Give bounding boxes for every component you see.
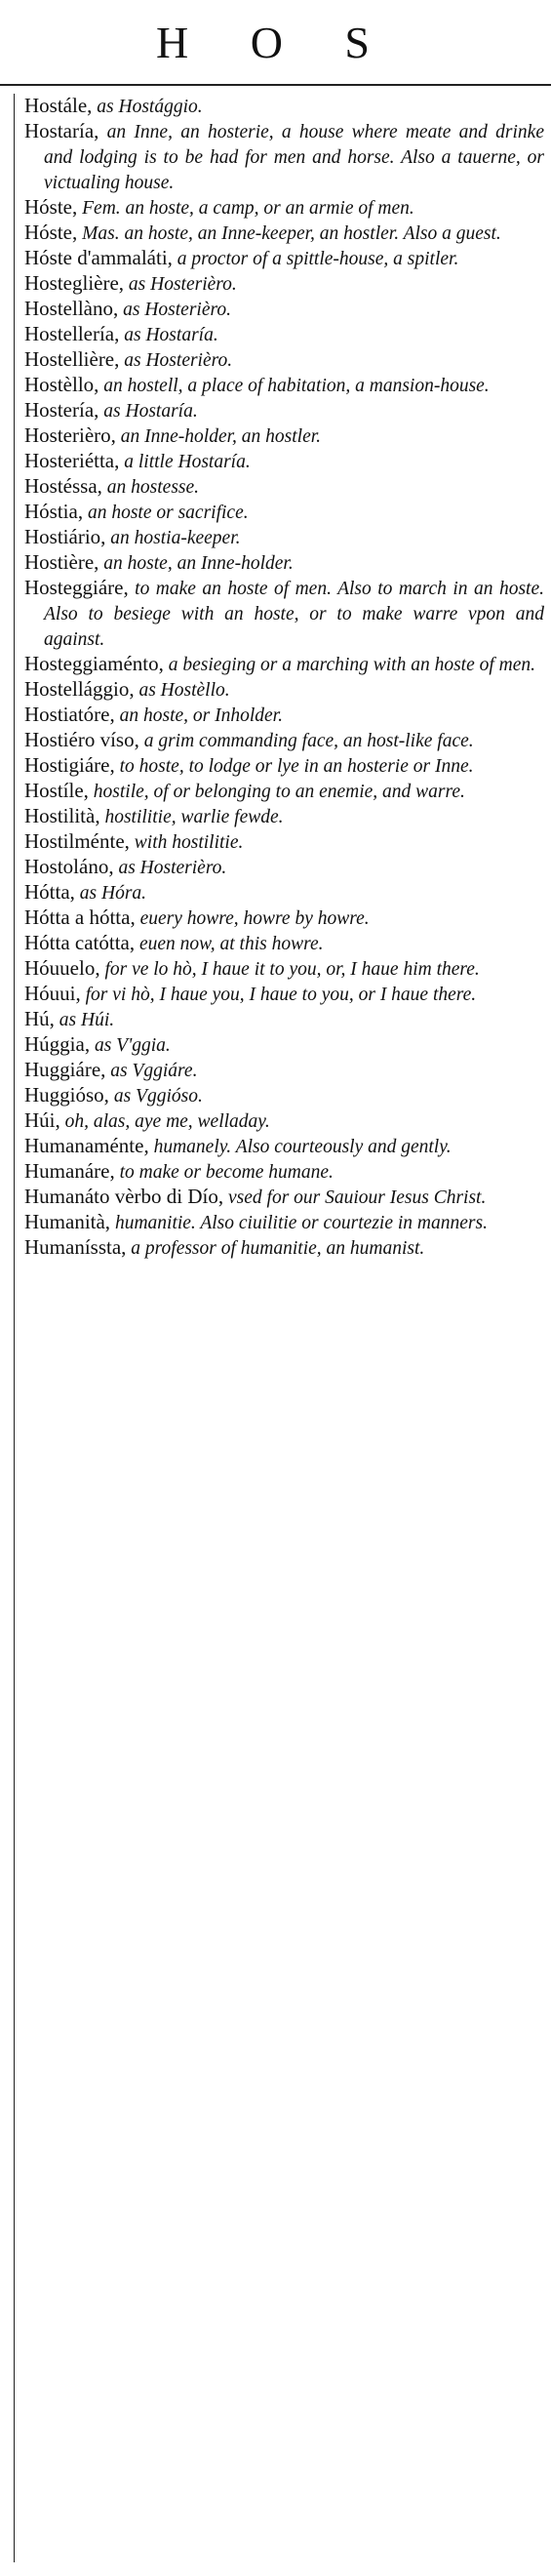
entry-definition: to make or become humane. (114, 1162, 334, 1183)
dictionary-entry (24, 956, 544, 982)
dictionary-entry (24, 246, 544, 271)
entry-definition: a grim commanding face, an host-like face. (138, 731, 474, 751)
entry-headword: Humanaménte, (24, 1134, 149, 1157)
dictionary-entry (24, 322, 544, 347)
dictionary-entry (24, 703, 544, 728)
entry-headword: Hostellággio, (24, 677, 135, 701)
entry-headword: Hú, (24, 1007, 55, 1030)
entry-definition: an Inne, an hosterie, a house where meate and drinke and lodging is to be had for men and horse. Also a tauerne, or victualing house. (44, 122, 544, 193)
dictionary-entry (24, 271, 544, 297)
entry-definition: euery howre, howre by howre. (135, 908, 370, 929)
dictionary-entry (24, 855, 544, 880)
dictionary-entry (24, 1058, 544, 1083)
entry-headword: Hostilménte, (24, 829, 130, 853)
entry-definition: with hostilitie. (129, 832, 244, 853)
entry-headword: Humaníssta, (24, 1235, 127, 1259)
entry-headword: Hostíle, (24, 779, 89, 802)
entry-list (24, 94, 544, 1261)
dictionary-entry (24, 1185, 544, 1210)
entry-definition: for vi hò, I haue you, I haue to you, or I haue there. (80, 985, 477, 1005)
entry-headword: Hostèllo, (24, 373, 99, 396)
dictionary-entry (24, 906, 544, 931)
entry-headword: Hosteggiáre, (24, 576, 129, 599)
entry-definition: to hoste, to lodge or lye in an hosterie or Inne. (114, 756, 474, 777)
dictionary-entry (24, 1235, 544, 1261)
entry-definition: an hoste or sacrifice. (83, 503, 249, 523)
dictionary-entry (24, 982, 544, 1007)
entry-headword: Hostiário, (24, 525, 106, 548)
dictionary-entry (24, 1032, 544, 1058)
entry-headword: Hostería, (24, 398, 99, 422)
entry-headword: Hostiéro víso, (24, 728, 139, 751)
dictionary-entry (24, 195, 544, 221)
entry-definition: as Hosterièro. (113, 858, 227, 878)
entry-headword: Hóuui, (24, 982, 81, 1005)
dictionary-entry (24, 728, 544, 753)
dictionary-entry (24, 297, 544, 322)
entry-definition: humanely. Also courteously and gently. (148, 1137, 452, 1157)
dictionary-entry (24, 1007, 544, 1032)
entry-headword: Hostaría, (24, 119, 99, 142)
entry-definition: for ve lo hò, I haue it to you, or, I haue him there. (99, 959, 480, 980)
entry-headword: Humanáto vèrbo di Dío, (24, 1185, 224, 1208)
entry-definition: as Hostaría. (98, 401, 198, 422)
entry-headword: Hostière, (24, 550, 99, 574)
entry-headword: Húi, (24, 1108, 60, 1132)
entry-headword: Hostellería, (24, 322, 120, 345)
entry-headword: Hóuuelo, (24, 956, 100, 980)
dictionary-entry (24, 1083, 544, 1108)
entry-column (14, 94, 544, 2562)
dictionary-entry (24, 550, 544, 576)
entry-headword: Hostiatóre, (24, 703, 115, 726)
entry-definition: a professor of humanitie, an humanist. (126, 1238, 425, 1259)
entry-definition: as Hostèllo. (134, 680, 230, 701)
dictionary-entry (24, 474, 544, 500)
dictionary-entry (24, 1108, 544, 1134)
entry-definition: an hoste, an Inne-holder. (98, 553, 294, 574)
entry-definition: an hostia-keeper. (105, 528, 241, 548)
dictionary-entry (24, 373, 544, 398)
dictionary-entry (24, 449, 544, 474)
entry-definition: as V'ggia. (90, 1035, 171, 1056)
entry-headword: Hostellière, (24, 347, 120, 371)
dictionary-entry (24, 804, 544, 829)
entry-headword: Hostilità, (24, 804, 100, 827)
dictionary-entry (24, 880, 544, 906)
dictionary-entry (24, 221, 544, 246)
dictionary-entry (24, 525, 544, 550)
dictionary-entry (24, 677, 544, 703)
entry-headword: Hóstia, (24, 500, 84, 523)
header-rule (0, 84, 551, 86)
entry-headword: Hostéssa, (24, 474, 102, 498)
entry-headword: Hostále, (24, 94, 93, 117)
entry-headword: Hostigiáre, (24, 753, 115, 777)
entry-definition: as Vggióso. (108, 1086, 203, 1107)
entry-headword: Humanità, (24, 1210, 111, 1233)
dictionary-entry (24, 94, 544, 119)
entry-definition: as Hosterièro. (119, 350, 233, 371)
entry-headword: Hótta catótta, (24, 931, 136, 954)
page-header: H O S (155, 17, 396, 67)
dictionary-entry (24, 576, 544, 652)
dictionary-entry (24, 652, 544, 677)
entry-headword: Hóste, (24, 195, 78, 219)
entry-definition: vsed for our Sauiour Iesus Christ. (223, 1187, 487, 1208)
entry-headword: Huggióso, (24, 1083, 109, 1107)
entry-definition: as Hostaría. (119, 325, 218, 345)
dictionary-entry (24, 779, 544, 804)
entry-headword: Hóste d'ammaláti, (24, 246, 173, 269)
entry-headword: Hostellàno, (24, 297, 119, 320)
entry-definition: as Húi. (54, 1010, 115, 1030)
entry-headword: Hosteriétta, (24, 449, 120, 472)
dictionary-entry (24, 1159, 544, 1185)
dictionary-entry (24, 931, 544, 956)
dictionary-entry (24, 398, 544, 423)
entry-definition: Fem. an hoste, a camp, or an armie of men. (77, 198, 414, 219)
entry-headword: Hótta, (24, 880, 75, 904)
dictionary-entry (24, 119, 544, 195)
entry-headword: Hosteggiaménto, (24, 652, 164, 675)
dictionary-entry (24, 347, 544, 373)
entry-definition: to make an hoste of men. Also to march in an hoste. Also to besiege with an hoste, or to make warre vpon and against. (44, 579, 544, 650)
entry-definition: an hostesse. (101, 477, 200, 498)
entry-headword: Hosterièro, (24, 423, 116, 447)
entry-headword: Huggiáre, (24, 1058, 106, 1081)
dictionary-entry (24, 1134, 544, 1159)
entry-definition: an Inne-holder, an hostler. (115, 426, 322, 447)
entry-headword: Humanáre, (24, 1159, 115, 1183)
entry-headword: Hostoláno, (24, 855, 114, 878)
entry-definition: a proctor of a spittle-house, a spitler. (172, 249, 459, 269)
entry-definition: hostile, of or belonging to an enemie, and warre. (88, 782, 465, 802)
entry-definition: as Vggiáre. (105, 1061, 198, 1081)
dictionary-entry (24, 500, 544, 525)
entry-headword: Hótta a hótta, (24, 906, 136, 929)
entry-definition: an hostell, a place of habitation, a mansion-house. (98, 376, 490, 396)
entry-headword: Húggia, (24, 1032, 91, 1056)
entry-definition: hostilitie, warlie fewde. (99, 807, 284, 827)
entry-definition: as Hóra. (74, 883, 147, 904)
entry-definition: humanitie. Also ciuilitie or courtezie in manners. (110, 1213, 488, 1233)
entry-definition: Mas. an hoste, an Inne-keeper, an hostler. Also a guest. (77, 223, 501, 244)
dictionary-entry (24, 753, 544, 779)
entry-definition: oh, alas, aye me, welladay. (59, 1111, 270, 1132)
entry-headword: Hosteglière, (24, 271, 125, 295)
entry-definition: as Hosterièro. (118, 300, 231, 320)
dictionary-entry (24, 423, 544, 449)
entry-definition: a little Hostaría. (119, 452, 251, 472)
entry-definition: as Hostággio. (92, 97, 203, 117)
entry-definition: a besieging or a marching with an hoste of men. (163, 655, 536, 675)
dictionary-entry (24, 1210, 544, 1235)
dictionary-entry (24, 829, 544, 855)
entry-definition: an hoste, or Inholder. (114, 705, 283, 726)
entry-definition: euen now, at this howre. (135, 934, 324, 954)
entry-headword: Hóste, (24, 221, 78, 244)
entry-definition: as Hosterièro. (124, 274, 237, 295)
